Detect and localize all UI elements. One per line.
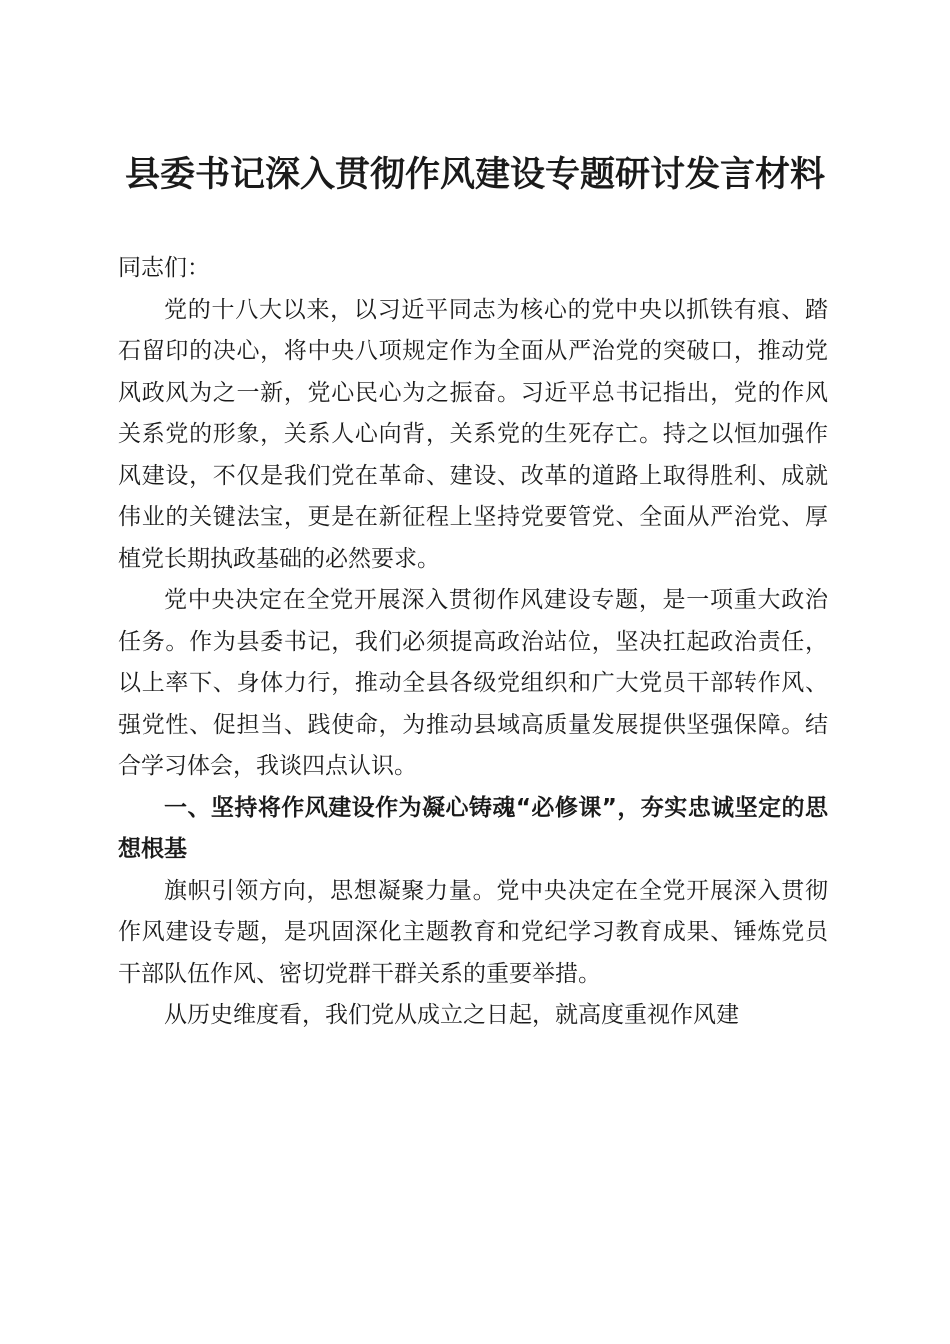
paragraph-task: 党中央决定在全党开展深入贯彻作风建设专题，是一项重大政治任务。作为县委书记，我们必须提高政治站位，坚决扛起政治责任，以上率下、身体力行，推动全县各级党组织和广大党员干部转作风、强党性、促担当、践使命，为推动县域高质量发展提供坚强保障。结合学习体会，我谈四点认识。 <box>118 587 828 779</box>
paragraph-section-1: 旗帜引领方向，思想凝聚力量。党中央决定在全党开展深入贯彻作风建设专题，是巩固深化主题教育和党纪学习教育成果、锤炼党员干部队伍作风、密切党群干群关系的重要举措。 <box>118 877 828 987</box>
document-title: 县委书记深入贯彻作风建设专题研讨发言材料 <box>124 154 825 195</box>
paragraph-section-2: 从历史维度看，我们党从成立之日起，就高度重视作风建 <box>164 1002 739 1028</box>
salutation: 同志们： <box>118 255 210 281</box>
paragraph-intro: 党的十八大以来，以习近平同志为核心的党中央以抓铁有痕、踏石留印的决心，将中央八项规定作为全面从严治党的突破口，推动党风政风为之一新，党心民心为之振奋。习近平总书记指出，党的作风关系党的形象，关系人心向背，关系党的生死存亡。持之以恒加强作风建设，不仅是我们党在革命、建设、改革的道路上取得胜利、成就伟业的关键法宝，更是在新征程上坚持党要管党、全面从严治党、厚植党长期执政基础的必然要求。 <box>118 296 828 572</box>
document-body <box>118 248 828 1037</box>
section-heading-1: 一、坚持将作风建设作为凝心铸魂“必修课”，夯实忠诚坚定的思想根基 <box>118 794 828 862</box>
